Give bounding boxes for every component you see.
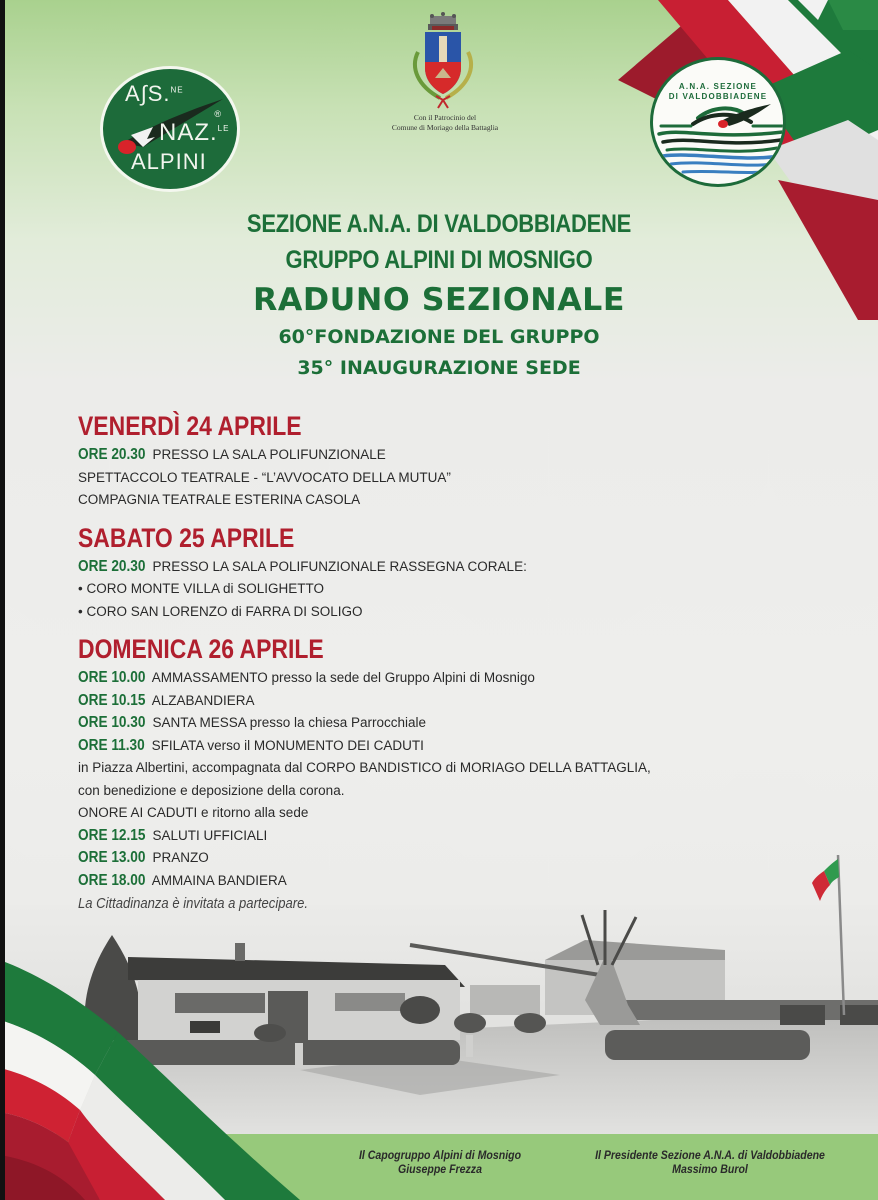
sezione-valdobbiadene-logo: A.N.A. SEZIONE DI VALDOBBIADENE: [650, 57, 786, 187]
left-border: [0, 0, 5, 1200]
program-line: ORE 10.15 ALZABANDIERA: [78, 691, 255, 709]
program-line: ORE 13.00 PRANZO: [78, 849, 209, 866]
signature-presidente: Il Presidente Sezione A.N.A. di Valdobbiadene Massimo Burol: [595, 1148, 825, 1176]
program-line: ORE 20.30 PRESSO LA SALA POLIFUNZIONALE RASSEGNA CORALE:: [78, 557, 527, 575]
day-title: VENERDÌ 24 APRILE: [78, 411, 302, 441]
anniversary-sede: 35° INAUGURAZIONE SEDE: [297, 357, 581, 379]
program-line: ORE 20.30 PRESSO LA SALA POLIFUNZIONALE: [78, 446, 386, 463]
event-headings: [0, 206, 878, 384]
group-name: GRUPPO ALPINI DI MOSNIGO: [285, 246, 593, 274]
anniversary-foundation: 60°FONDAZIONE DEL GRUPPO: [278, 326, 600, 348]
program-line: COMPAGNIA TEATRALE ESTERINA CASOLA: [78, 492, 361, 507]
day-saturday: [78, 520, 798, 624]
event-title: RADUNO SEZIONALE: [253, 282, 625, 318]
program-line: con benedizione e deposizione della corona.: [78, 782, 345, 798]
program-line: • CORO SAN LORENZO di FARRA DI SOLIGO: [78, 603, 363, 619]
flag-ribbon-bottom-left: [0, 960, 320, 1200]
program-line: ONORE AI CADUTI e ritorno alla sede: [78, 805, 309, 820]
signature-capogruppo: Il Capogruppo Alpini di Mosnigo Giuseppe Frezza: [358, 1148, 522, 1176]
invitation-note: La Cittadinanza è invitata a partecipare.: [78, 896, 308, 912]
program-line: ORE 10.00 AMMASSAMENTO presso la sede del Gruppo Alpini di Mosnigo: [78, 669, 535, 686]
event-program: [78, 408, 798, 924]
day-title: SABATO 25 APRILE: [78, 522, 295, 553]
section-name: SEZIONE A.N.A. DI VALDOBBIADENE: [246, 210, 632, 238]
ana-national-logo: A∫S.$^{NE}$ ® NAZ.$^{LE}$ ALPINI: [100, 66, 240, 192]
patronage-caption: Con il Patrocinio del Comune di Moriago della Battaglia: [391, 113, 499, 132]
program-line: ORE 10.30 SANTA MESSA presso la chiesa Parrocchiale: [78, 714, 427, 731]
program-line: ORE 12.15 SALUTI UFFICIALI: [78, 826, 268, 844]
program-line: in Piazza Albertini, accompagnata dal CORPO BANDISTICO di MORIAGO DELLA BATTAGLIA,: [78, 760, 651, 775]
program-line: • CORO MONTE VILLA di SOLIGHETTO: [78, 581, 325, 596]
flagpole-icon: [810, 845, 850, 1015]
day-sunday: [78, 631, 798, 916]
program-line: SPETTACCOLO TEATRALE - “L’AVVOCATO DELLA MUTUA”: [78, 469, 451, 485]
program-line: ORE 18.00 AMMAINA BANDIERA: [78, 871, 287, 889]
day-title: DOMENICA 26 APRILE: [78, 634, 324, 664]
day-friday: [78, 408, 798, 512]
program-line: ORE 11.30 SFILATA verso il MONUMENTO DEI CADUTI: [78, 736, 424, 754]
